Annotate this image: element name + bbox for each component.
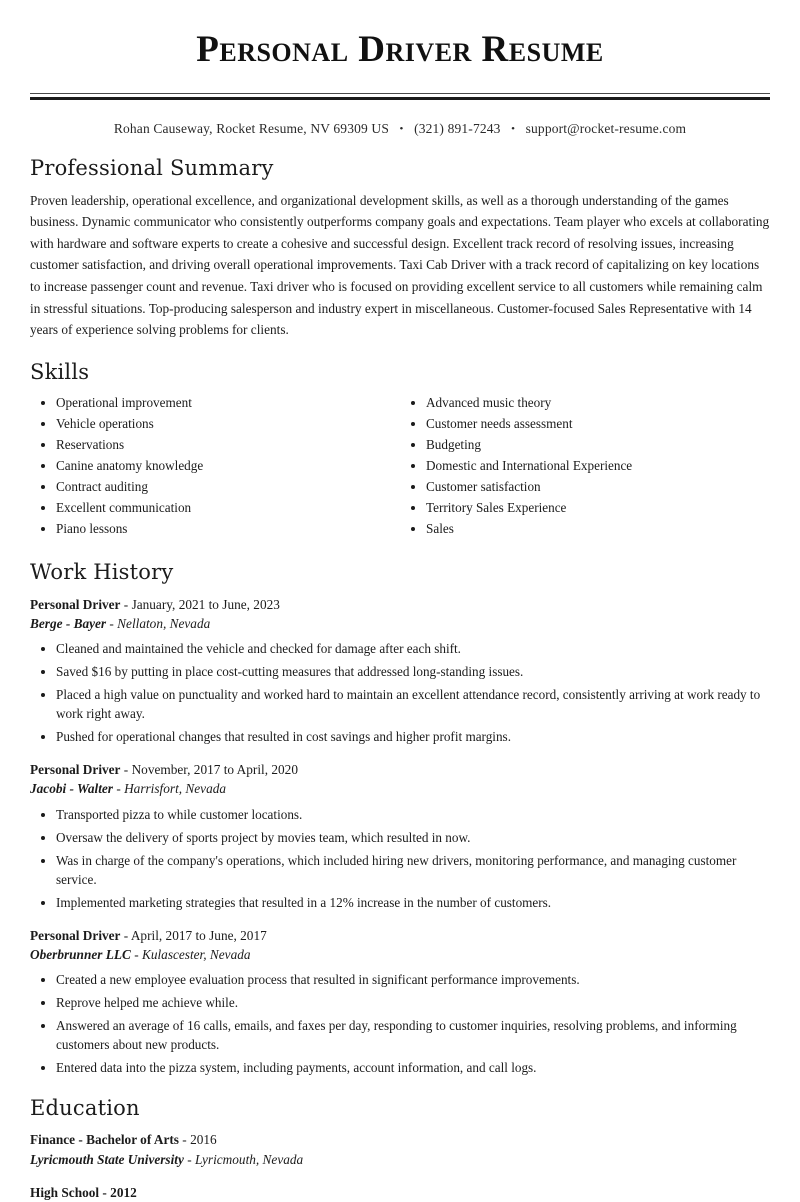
list-item: • Oversaw the delivery of sports project by movies team, which resulted in now. — [56, 828, 770, 847]
contact-line — [30, 121, 770, 137]
list-item: • Advanced music theory — [426, 394, 770, 412]
list-item: • Answered an average of 16 calls, emails, and faxes per day, responding to customer inquiries, resolving problems, and informing customers about new products. — [56, 1016, 770, 1054]
job-location: Kulascester, Nevada — [141, 946, 251, 962]
education-degree-partial: High School - 2012 — [30, 1184, 137, 1200]
divider-thick-line — [30, 97, 770, 100]
job-bullet-list — [30, 639, 770, 746]
skills-list-left — [30, 394, 400, 538]
education-heading — [30, 1130, 770, 1149]
section-title-skills: Skills — [30, 359, 90, 384]
list-item: • Customer satisfaction — [426, 478, 770, 496]
education-location: Lyricmouth, Nevada — [195, 1151, 304, 1167]
list-item: • Reprove helped me achieve while. — [56, 993, 770, 1012]
job-company: Jacobi - Walter — [30, 781, 113, 797]
job-heading — [30, 760, 770, 779]
skills-column-right — [400, 394, 770, 542]
contact-address: Rohan Causeway, Rocket Resume, NV 69309 US — [113, 120, 389, 136]
job-separator: - — [109, 615, 114, 631]
skills-column-left — [30, 394, 400, 542]
contact-email: support@rocket-resume.com — [525, 120, 687, 136]
education-school: Lyricmouth State University — [30, 1151, 184, 1167]
list-item: • Reservations — [56, 436, 400, 454]
job-heading — [30, 926, 770, 945]
list-item: • Piano lessons — [56, 520, 400, 538]
list-item: • Placed a high value on punctuality and worked hard to maintain an excellent attendance record, consistently arriving at work ready to work right away. — [56, 685, 770, 723]
list-item: • Territory Sales Experience — [426, 499, 770, 517]
list-item: • Created a new employee evaluation process that resulted in significant performance improvements. — [56, 970, 770, 989]
job-separator: - — [116, 781, 121, 797]
list-item: • Budgeting — [426, 436, 770, 454]
job-subheading — [30, 945, 770, 964]
list-item: • Canine anatomy knowledge — [56, 457, 400, 475]
education-separator: - — [182, 1132, 187, 1148]
job-subheading — [30, 614, 770, 633]
education-year: 2016 — [190, 1132, 217, 1148]
job-company: Oberbrunner LLC — [30, 946, 131, 962]
job-company: Berge - Bayer — [30, 615, 107, 631]
job-heading — [30, 595, 770, 614]
contact-separator-1: • — [399, 122, 404, 135]
job-dates: January, 2021 to June, 2023 — [131, 596, 280, 612]
list-item: • Customer needs assessment — [426, 415, 770, 433]
job-bullet-list — [30, 970, 770, 1077]
job-dates: November, 2017 to April, 2020 — [131, 762, 298, 778]
education-degree: Finance - Bachelor of Arts — [30, 1132, 179, 1148]
section-title-work-history: Work History — [30, 560, 174, 585]
summary-text: Proven leadership, operational excellence, and organizational development skills, as well as a thorough understanding of the games business. Dynamic communicator who consistently outperforms company goals and expectations. Team player who excels at collaborating with hardware and software experts to create a cohesive and successful design. Excellent track record of resolving issues, increasing customer satisfaction, and driving overall operational improvements. Taxi Cab Driver with a track record of capitalizing on key locations to increase passenger count and revenue. Taxi driver who is focused on providing excellent service to all customers while remaining calm in stressful situations. Top-producing salesperson and industry expert in miscellaneous. Customer-focused Sales Representative with 14 years of experience solving problems for clients. — [30, 192, 770, 338]
education-separator: - — [187, 1151, 192, 1167]
list-item: • Was in charge of the company's operations, which included hiring new drivers, monitoring performance, and managing customer service. — [56, 851, 770, 889]
section-work-history — [30, 560, 770, 1077]
list-item: • Saved $16 by putting in place cost-cutting measures that addressed long-standing issues. — [56, 662, 770, 681]
list-item: • Sales — [426, 520, 770, 538]
job-location: Nellaton, Nevada — [117, 615, 211, 631]
list-item: • Cleaned and maintained the vehicle and checked for damage after each shift. — [56, 639, 770, 658]
skills-list-right — [400, 394, 770, 538]
job-title: Personal Driver — [30, 762, 121, 778]
section-title-summary: Professional Summary — [30, 155, 274, 180]
list-item: • Implemented marketing strategies that resulted in a 12% increase in the number of customers. — [56, 893, 770, 912]
job-separator: - — [123, 762, 129, 778]
section-skills — [30, 360, 770, 542]
list-item: • Excellent communication — [56, 499, 400, 517]
section-title-education: Education — [30, 1096, 140, 1121]
work-history-entry — [30, 926, 770, 1078]
work-history-entry — [30, 760, 770, 912]
job-location: Harrisfort, Nevada — [124, 781, 227, 797]
job-separator: - — [134, 946, 139, 962]
section-professional-summary — [30, 156, 770, 341]
job-title: Personal Driver — [30, 596, 121, 612]
list-item: • Operational improvement — [56, 394, 400, 412]
contact-phone: (321) 891-7243 — [414, 120, 501, 136]
contact-separator-2: • — [511, 122, 516, 135]
job-subheading — [30, 779, 770, 798]
page-title: Personal Driver Resume — [196, 29, 604, 70]
education-entry-partial — [30, 1183, 770, 1202]
job-separator: - — [123, 596, 129, 612]
list-item: • Contract auditing — [56, 478, 400, 496]
section-education — [30, 1096, 770, 1202]
education-entry — [30, 1130, 770, 1169]
list-item: • Entered data into the pizza system, including payments, account information, and call logs. — [56, 1058, 770, 1077]
job-dates: April, 2017 to June, 2017 — [130, 927, 267, 943]
job-bullet-list — [30, 805, 770, 912]
job-separator: - — [123, 927, 129, 943]
header-divider — [30, 93, 770, 100]
skills-columns — [30, 394, 770, 542]
list-item: • Transported pizza to while customer locations. — [56, 805, 770, 824]
job-title: Personal Driver — [30, 927, 121, 943]
list-item: • Vehicle operations — [56, 415, 400, 433]
list-item: • Domestic and International Experience — [426, 457, 770, 475]
education-subheading — [30, 1150, 770, 1169]
work-history-entry — [30, 595, 770, 747]
list-item: • Pushed for operational changes that resulted in cost savings and higher profit margins. — [56, 727, 770, 746]
